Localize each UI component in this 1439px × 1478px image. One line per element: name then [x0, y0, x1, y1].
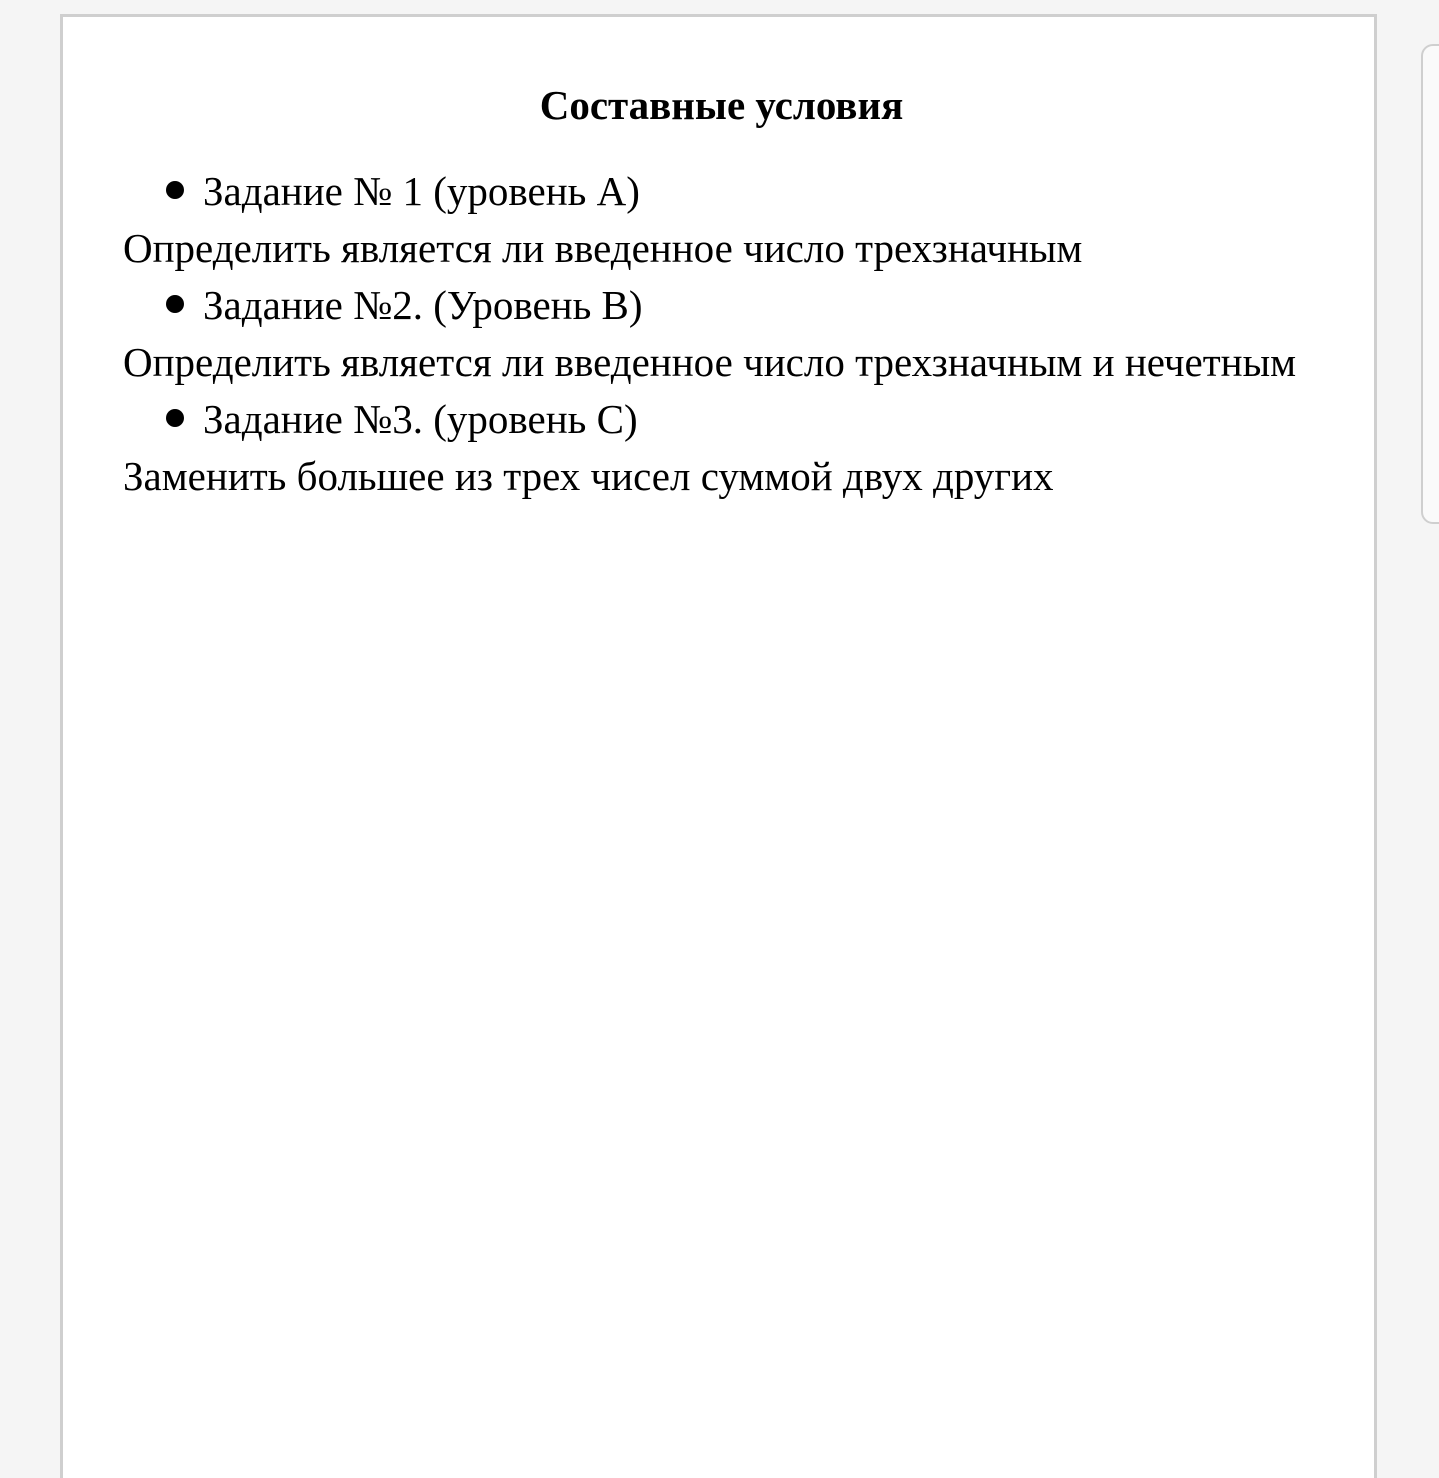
task-text-3: Заменить большее из трех чисел суммой двух других	[123, 453, 1054, 499]
page-content	[123, 72, 1320, 505]
task-heading-2	[123, 277, 1320, 334]
task-heading-3	[123, 391, 1320, 448]
task-text-2: Определить является ли введенное число трехзначным и нечетным	[123, 339, 1297, 385]
page-title: Составные условия	[539, 82, 904, 128]
document-page	[60, 14, 1377, 1478]
task-heading-label: Задание №3. (уровень С)	[203, 396, 638, 442]
task-text-1: Определить является ли введенное число трехзначным	[123, 225, 1083, 271]
bullet-icon	[166, 295, 184, 313]
side-panel-handle[interactable]	[1421, 44, 1439, 524]
task-heading-label: Задание № 1 (уровень А)	[203, 168, 640, 214]
bullet-icon	[166, 409, 184, 427]
bullet-icon	[166, 181, 184, 199]
task-heading-label: Задание №2. (Уровень В)	[203, 282, 643, 328]
task-heading-1	[123, 163, 1320, 220]
